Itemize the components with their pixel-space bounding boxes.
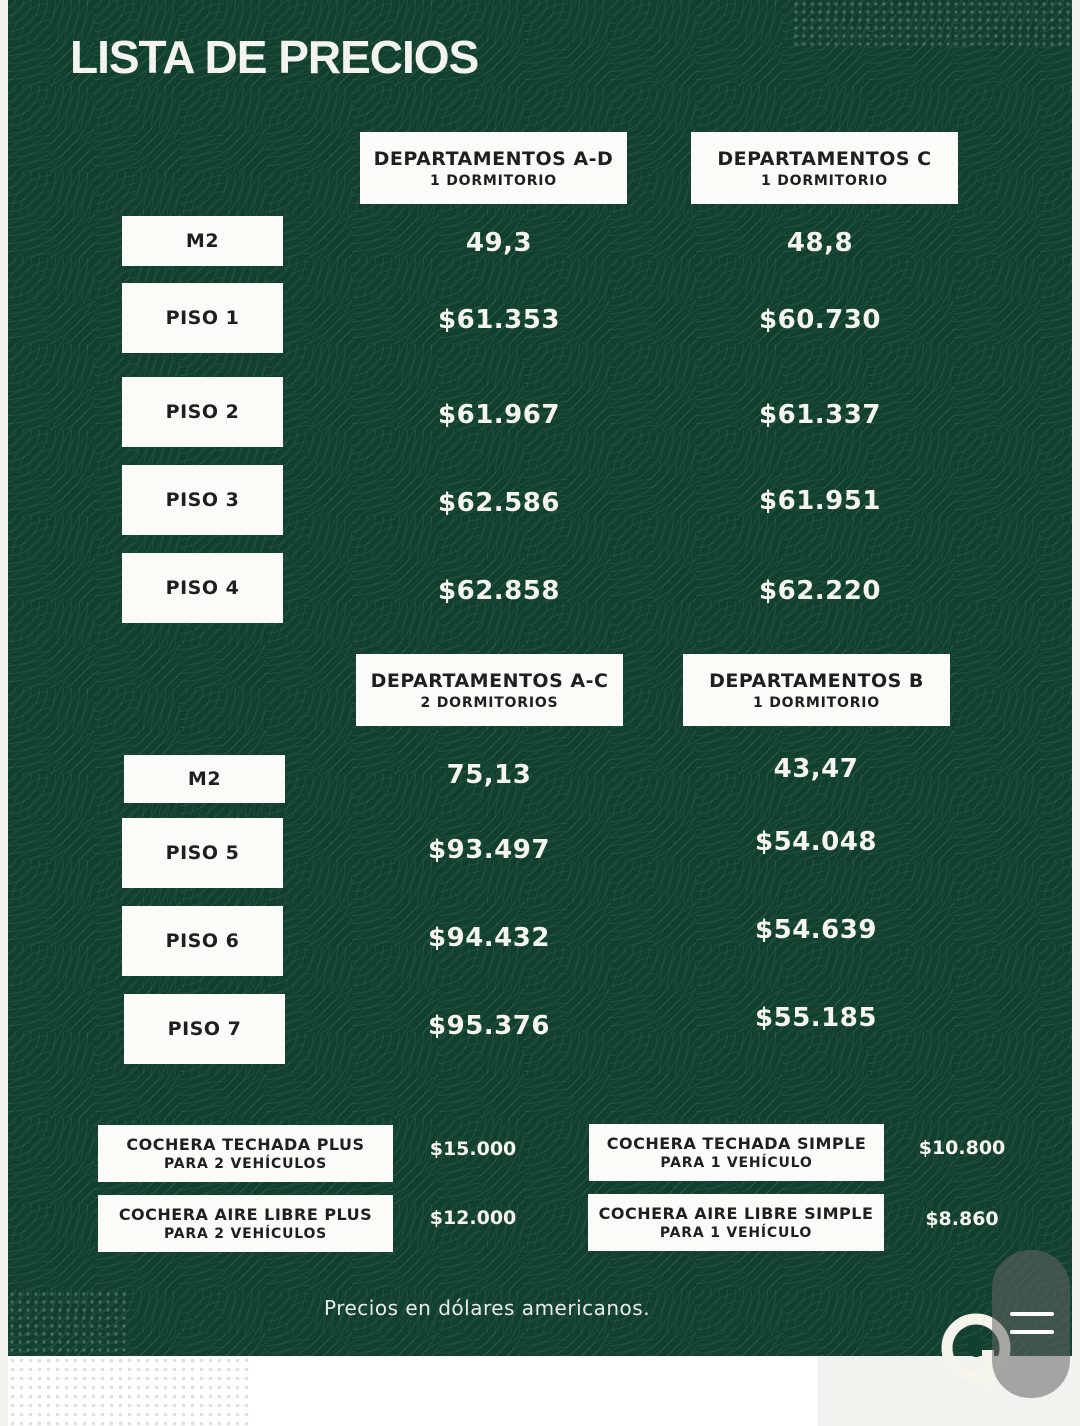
column-header-sub: 1 DORMITORIO [429, 172, 557, 189]
value-piso-3-a-d: $62.586 [438, 488, 560, 518]
parking-aire-libre-plus [98, 1195, 393, 1252]
parking-price: $15.000 [429, 1138, 517, 1160]
column-header-a-c [356, 654, 623, 726]
decorative-dots [792, 0, 1072, 50]
row-label-text: PISO 5 [165, 842, 240, 864]
row-label-m2 [122, 216, 283, 266]
value-piso-1-c: $60.730 [759, 305, 881, 335]
parking-sub: PARA 1 VEHÍCULO [659, 1225, 813, 1241]
value-piso-6-a-c: $94.432 [428, 923, 550, 953]
column-header-name: DEPARTAMENTOS C [717, 147, 932, 170]
row-label-piso-7 [124, 994, 285, 1064]
value-piso-4-c: $62.220 [759, 576, 881, 606]
value-piso-6-b: $54.639 [755, 915, 877, 945]
parking-price: $8.860 [925, 1208, 999, 1230]
row-label-m2 [124, 755, 285, 803]
column-header-a-d [360, 132, 627, 204]
row-label-text: PISO 6 [165, 930, 240, 952]
parking-aire-libre-simple [588, 1194, 884, 1251]
value-piso-1-a-d: $61.353 [438, 305, 560, 335]
column-header-sub: 1 DORMITORIO [760, 172, 888, 189]
row-label-text: M2 [185, 230, 220, 252]
column-header-c [691, 132, 958, 204]
parking-techada-simple [589, 1124, 884, 1181]
row-label-piso-2 [122, 377, 283, 447]
row-label-text: M2 [187, 768, 222, 790]
menu-icon [1010, 1330, 1054, 1334]
column-header-name: DEPARTAMENTOS A-D [373, 147, 614, 170]
parking-techada-plus [98, 1125, 393, 1182]
column-header-name: DEPARTAMENTOS B [709, 669, 924, 692]
value-m2-b: 43,47 [773, 754, 859, 784]
decorative-dots [8, 1290, 128, 1356]
row-label-piso-1 [122, 283, 283, 353]
value-m2-a-d: 49,3 [465, 228, 533, 258]
value-piso-4-a-d: $62.858 [438, 576, 560, 606]
column-header-name: DEPARTAMENTOS A-C [370, 669, 609, 692]
parking-name: COCHERA TECHADA PLUS [126, 1135, 365, 1154]
parking-name: COCHERA AIRE LIBRE PLUS [118, 1205, 373, 1224]
menu-icon [1010, 1312, 1054, 1316]
row-label-piso-4 [122, 553, 283, 623]
parking-sub: PARA 2 VEHÍCULOS [163, 1156, 328, 1172]
value-piso-2-a-d: $61.967 [438, 400, 560, 430]
parking-name: COCHERA TECHADA SIMPLE [606, 1134, 867, 1153]
currency-footnote: Precios en dólares americanos. [324, 1296, 651, 1320]
column-header-b [683, 654, 950, 726]
row-label-piso-6 [122, 906, 283, 976]
row-label-text: PISO 1 [165, 307, 240, 329]
row-label-text: PISO 7 [167, 1018, 242, 1040]
row-label-piso-5 [122, 818, 283, 888]
parking-sub: PARA 2 VEHÍCULOS [163, 1226, 328, 1242]
row-label-text: PISO 4 [165, 577, 240, 599]
value-m2-c: 48,8 [786, 228, 854, 258]
value-piso-7-a-c: $95.376 [428, 1011, 550, 1041]
value-piso-7-b: $55.185 [755, 1003, 877, 1033]
parking-price: $10.800 [918, 1137, 1006, 1159]
row-label-text: PISO 2 [165, 401, 240, 423]
menu-button[interactable] [992, 1250, 1070, 1398]
value-piso-5-a-c: $93.497 [428, 835, 550, 865]
value-m2-a-c: 75,13 [446, 760, 532, 790]
row-label-piso-3 [122, 465, 283, 535]
value-piso-3-c: $61.951 [759, 486, 881, 516]
value-piso-2-c: $61.337 [759, 400, 881, 430]
column-header-sub: 2 DORMITORIOS [420, 694, 559, 711]
parking-price: $12.000 [429, 1207, 517, 1229]
price-list-page [8, 0, 1072, 1356]
parking-name: COCHERA AIRE LIBRE SIMPLE [598, 1204, 874, 1223]
column-header-sub: 1 DORMITORIO [752, 694, 880, 711]
decorative-dots [8, 1356, 252, 1426]
value-piso-5-b: $54.048 [755, 827, 877, 857]
row-label-text: PISO 3 [165, 489, 240, 511]
page-title: LISTA DE PRECIOS [70, 31, 479, 83]
parking-sub: PARA 1 VEHÍCULO [660, 1155, 813, 1171]
